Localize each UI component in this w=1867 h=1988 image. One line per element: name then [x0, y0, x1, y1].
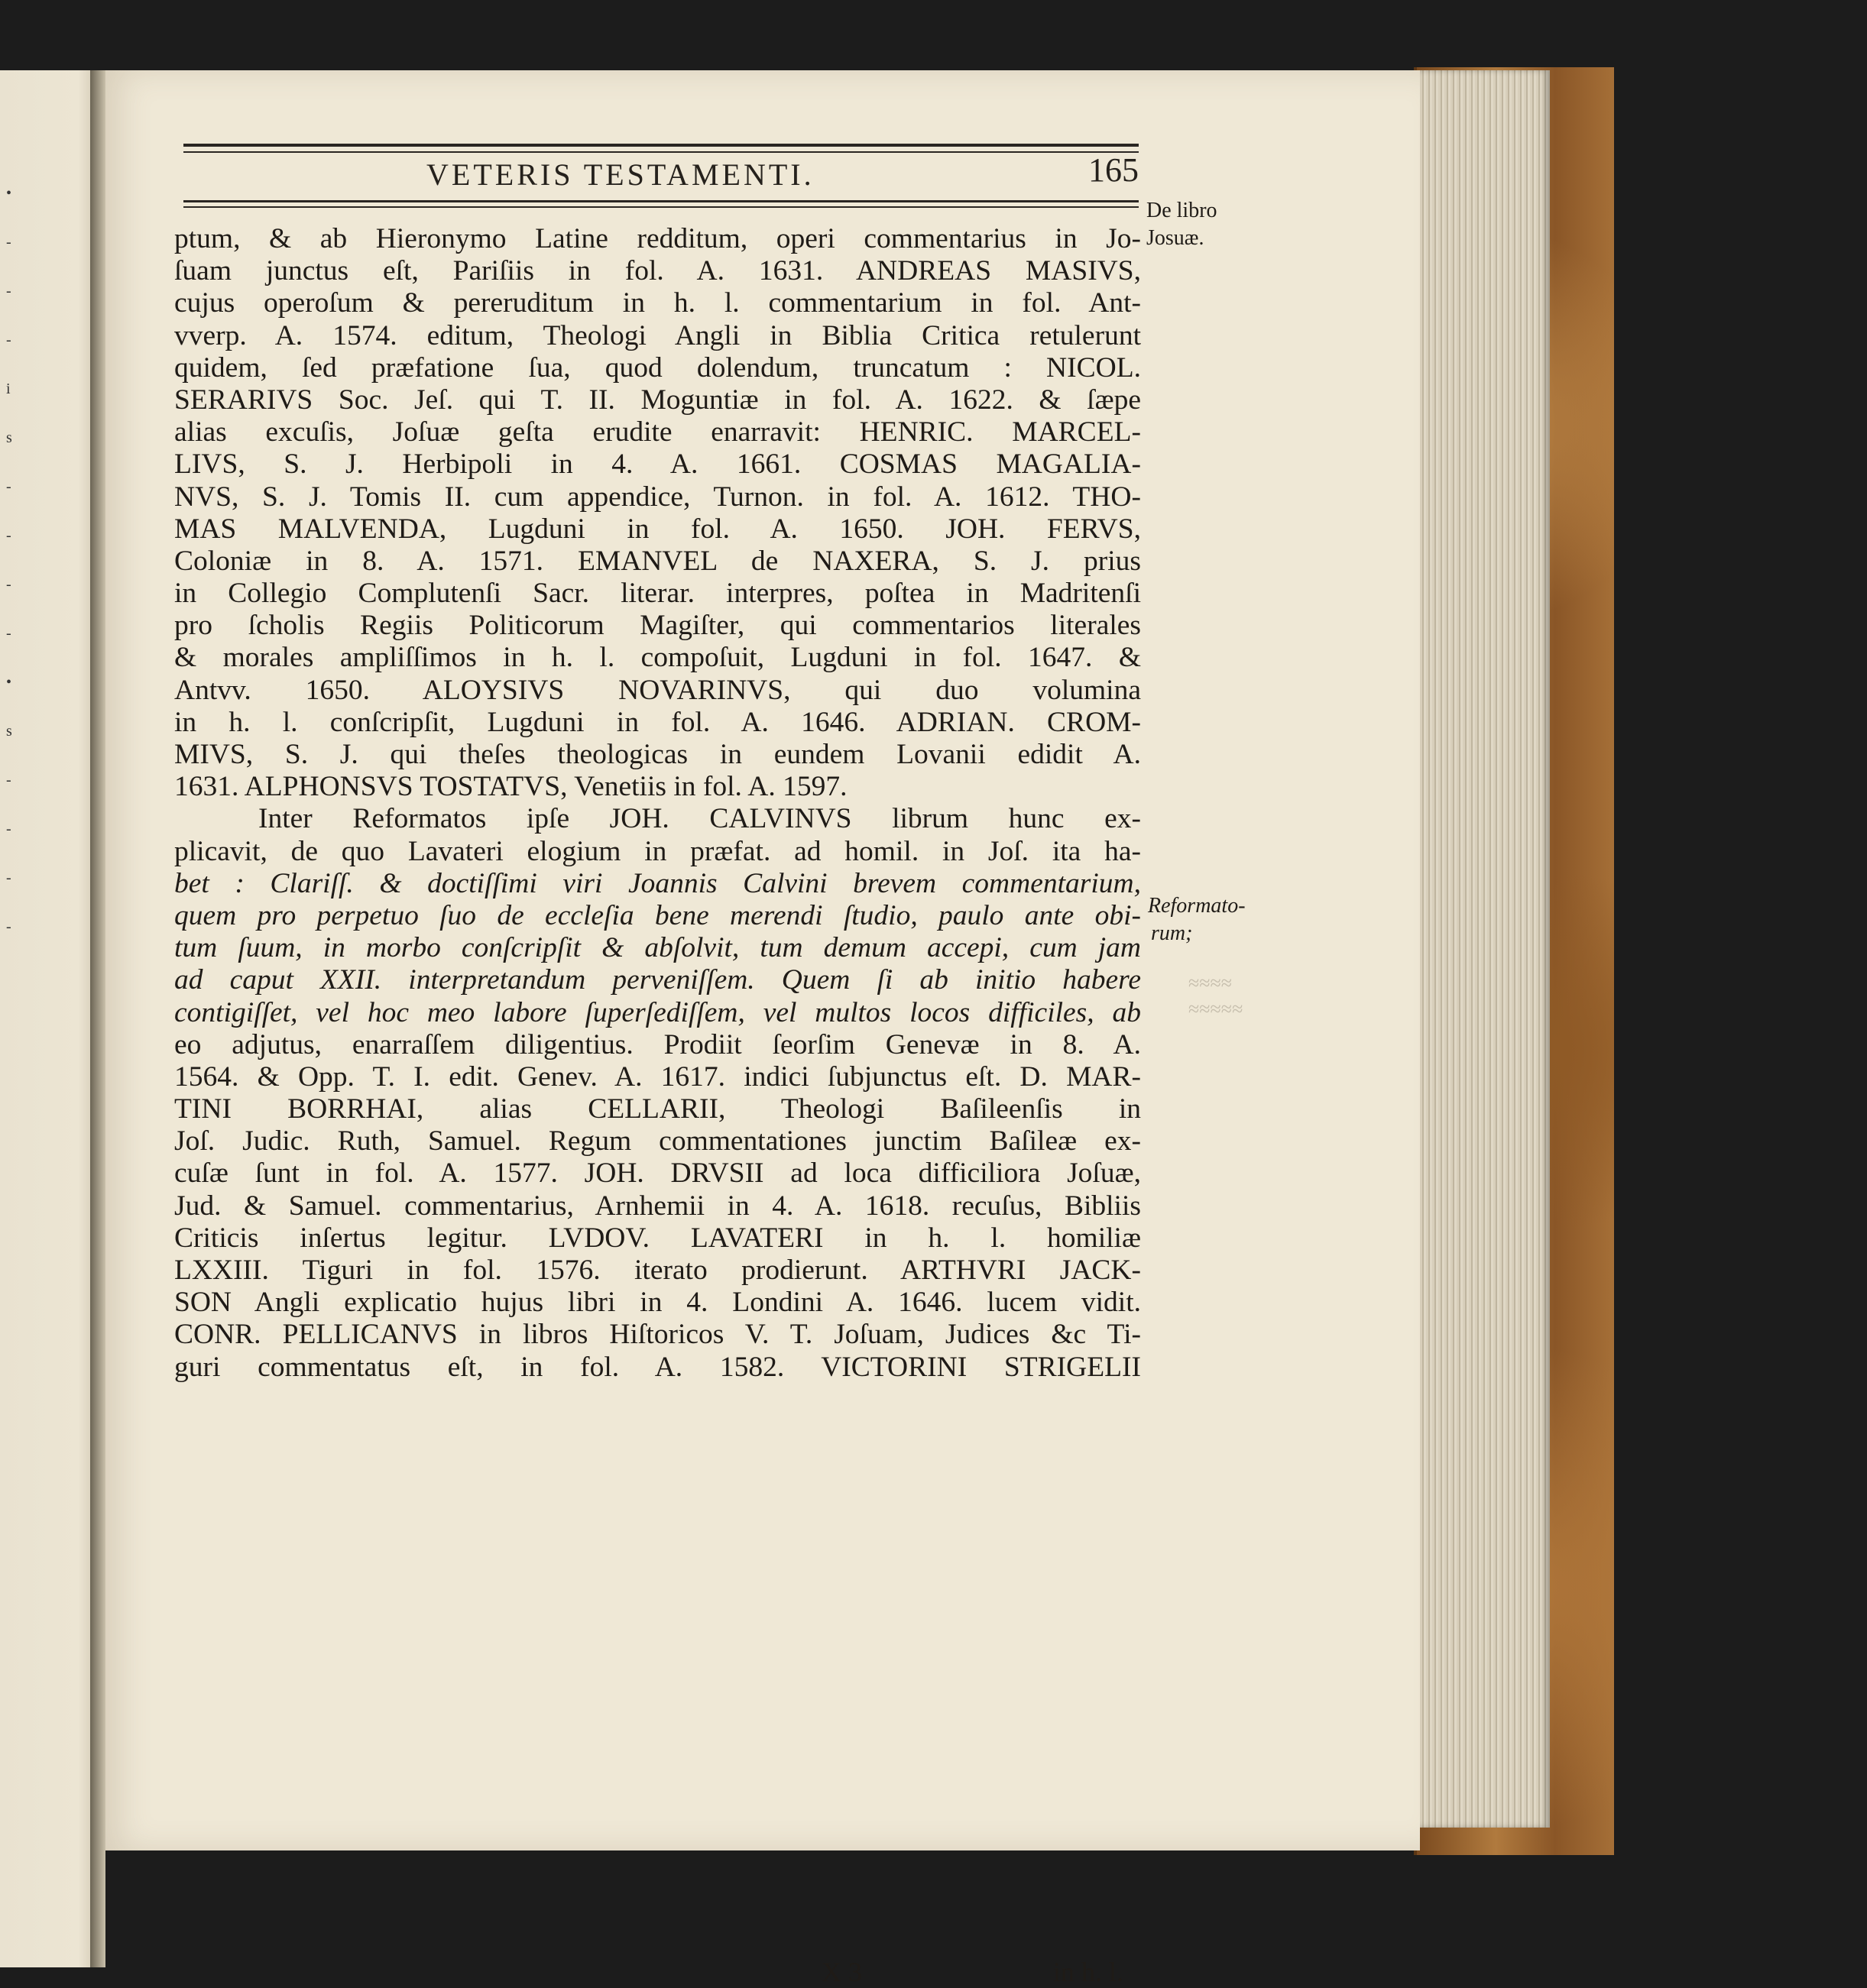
- left-page-mark: -: [6, 332, 11, 348]
- left-page-mark: s: [6, 723, 12, 740]
- text-line: contigiſſet, vel hoc meo labore ſuperſediſſem, vel multos locos difficiles, ab: [174, 996, 1141, 1028]
- left-page-mark: -: [6, 478, 11, 495]
- header-top-rule-thin: [183, 151, 1139, 153]
- text-line: CONR. PELLICANVS in libros Hiſtoricos V. T. Joſuam, Judices &c Ti-: [174, 1319, 1141, 1351]
- text-line: MAS MALVENDA, Lugduni in fol. A. 1650. JOH. FERVS,: [174, 513, 1141, 545]
- text-line: alias excuſis, Joſuæ geſta erudite enarravit: HENRIC. MARCEL-: [174, 416, 1141, 448]
- text-line: Joſ. Judic. Ruth, Samuel. Regum commentationes junctim Baſileæ ex-: [174, 1125, 1141, 1158]
- left-page-mark: -: [6, 576, 11, 593]
- header-bottom-rule: [183, 200, 1139, 202]
- text-line: LXXIII. Tiguri in fol. 1576. iterato prodierunt. ARTHVRI JACK-: [174, 1255, 1141, 1286]
- text-line: quem pro perpetuo ſuo de eccleſia bene merendi ſtudio, paulo ante obi-: [174, 899, 1141, 931]
- left-page-mark: -: [6, 869, 11, 886]
- margin-note-line: De libro: [1146, 199, 1217, 222]
- margin-note-line: Josuæ.: [1146, 226, 1204, 250]
- running-title: VETERIS TESTAMENTI.: [426, 157, 815, 192]
- left-page-mark: -: [6, 527, 11, 544]
- body-text: [174, 223, 1141, 1384]
- left-page-mark: s: [6, 429, 12, 446]
- text-line: quidem, ſed præfatione ſua, quod dolendum, truncatum : NICOL.: [174, 351, 1141, 384]
- page-edges: [1420, 70, 1550, 1828]
- text-line: cujus operoſum & pereruditum in h. l. commentarium in fol. Ant-: [174, 287, 1141, 319]
- text-line: pro ſcholis Regiis Politicorum Magiſter, qui commentarios literales: [174, 610, 1141, 642]
- text-line: MIVS, S. J. qui theſes theologicas in eundem Lovanii edidit A.: [174, 739, 1141, 770]
- margin-note-line: Reformato-: [1148, 894, 1246, 918]
- text-line: in Collegio Complutenſi Sacr. literar. interpres, poſtea in Madritenſi: [174, 578, 1141, 610]
- text-line: ſuam junctus eſt, Pariſiis in fol. A. 1631. ANDREAS MASIVS,: [174, 255, 1141, 287]
- text-line: vverp. A. 1574. editum, Theologi Angli in Biblia Critica retulerunt: [174, 319, 1141, 351]
- text-line: eo adjutus, enarraſſem diligentius. Prodiit ſeorſim Genevæ in 8. A.: [174, 1028, 1141, 1060]
- text-line: LIVS, S. J. Herbipoli in 4. A. 1661. COSMAS MAGALIA-: [174, 448, 1141, 481]
- text-line: SERARIVS Soc. Jeſ. qui T. II. Moguntiæ in fol. A. 1622. & ſæpe: [174, 384, 1141, 416]
- text-line: Inter Reformatos ipſe JOH. CALVINVS librum hunc ex-: [258, 803, 1141, 835]
- left-page-mark: -: [6, 625, 11, 642]
- text-line: Antvv. 1650. ALOYSIVS NOVARINVS, qui duo volumina: [174, 674, 1141, 706]
- text-line: TINI BORRHAI, alias CELLARII, Theologi Baſileenſis in: [174, 1093, 1141, 1125]
- margin-note-reformatorum: [1148, 892, 1246, 947]
- left-page-mark: -: [6, 918, 11, 935]
- text-line: ptum, & ab Hieronymo Latine redditum, operi commentarius in Jo-: [174, 223, 1141, 254]
- show-through-text: ≈≈≈≈ ≈≈≈≈≈: [1188, 972, 1243, 1020]
- header-top-rule: [183, 144, 1139, 147]
- left-page-margin-marks: [0, 70, 98, 1967]
- text-line: 1564. & Opp. T. I. edit. Genev. A. 1617. indici ſubjunctus eſt. D. MAR-: [174, 1060, 1141, 1093]
- text-line: bet : Clariſſ. & doctiſſimi viri Joannis Calvini brevem commentarium,: [174, 867, 1141, 899]
- left-page-mark: •: [6, 674, 12, 691]
- catchword: in h. l.: [1053, 1957, 1124, 1987]
- text-line: Criticis inſertus legitur. LVDOV. LAVATERI in h. l. homiliæ: [174, 1222, 1141, 1254]
- left-page-mark: -: [6, 283, 11, 299]
- text-line: in h. l. conſcripſit, Lugduni in fol. A. 1646. ADRIAN. CROM-: [174, 706, 1141, 738]
- gutter-shadow: [90, 70, 105, 1967]
- text-line: ad caput XXII. interpretandum perveniſſem. Quem ſi ab initio habere: [174, 964, 1141, 996]
- running-header: [183, 151, 1139, 202]
- text-line: cuſæ ſunt in fol. A. 1577. JOH. DRVSII ad loca difficiliora Joſuæ,: [174, 1158, 1141, 1190]
- page-number: 165: [1088, 151, 1139, 189]
- text-line: 1631. ALPHONSVS TOSTATVS, Venetiis in fol. A. 1597.: [174, 771, 848, 803]
- margin-note-line: rum;: [1151, 921, 1193, 945]
- text-line: SON Angli explicatio hujus libri in 4. Londini A. 1646. lucem vidit.: [174, 1287, 1141, 1319]
- left-page-mark: -: [6, 234, 11, 251]
- signature-mark: X 3: [822, 1957, 862, 1987]
- text-line: tum ſuum, in morbo conſcripſit & abſolvit, tum demum accepi, cum jam: [174, 932, 1141, 964]
- margin-note-de-libro: [1146, 197, 1217, 252]
- left-page-mark: -: [6, 772, 11, 788]
- left-page-mark: i: [6, 380, 11, 397]
- text-line: Coloniæ in 8. A. 1571. EMANVEL de NAXERA, S. J. prius: [174, 545, 1141, 577]
- header-bottom-rule-thin: [183, 206, 1139, 208]
- text-line: Jud. & Samuel. commentarius, Arnhemii in 4. A. 1618. recuſus, Bibliis: [174, 1190, 1141, 1222]
- text-line: & morales ampliſſimos in h. l. compoſuit, Lugduni in fol. 1647. &: [174, 642, 1141, 674]
- left-page-mark: •: [6, 185, 12, 202]
- left-page-mark: -: [6, 821, 11, 837]
- text-line: plicavit, de quo Lavateri elogium in præfat. ad homil. in Joſ. ita ha-: [174, 835, 1141, 867]
- text-line: guri commentatus eſt, in fol. A. 1582. VICTORINI STRIGELII: [174, 1351, 1141, 1383]
- text-line: NVS, S. J. Tomis II. cum appendice, Turnon. in fol. A. 1612. THO-: [174, 481, 1141, 513]
